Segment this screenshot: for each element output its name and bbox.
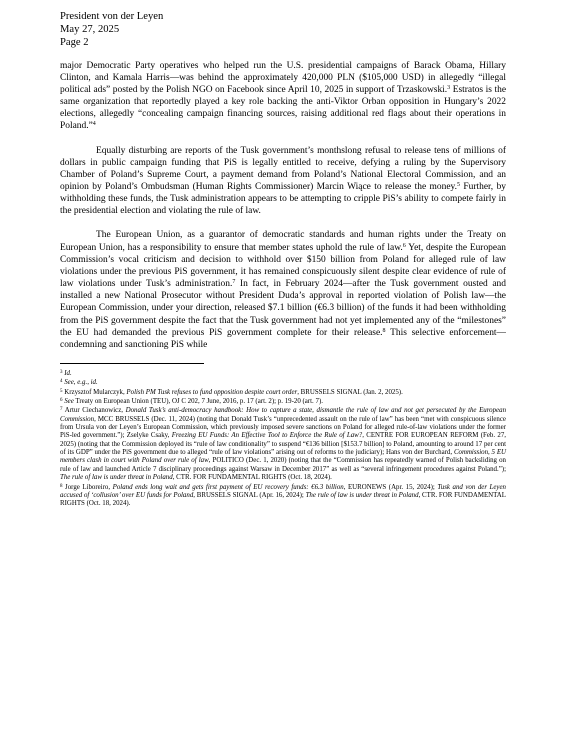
paragraph-text: Estratos is the same organization that reportedly played a key role backing the anti-Viktor Orban opposition in Hungary’s 2022 elections, allegedly “concealing campaign financing sources, raising additional red flags about their operations in Poland.” (60, 84, 507, 132)
footnotes (60, 369, 506, 509)
paragraph-text: In fact, in February 2024—after the Tusk government ousted and installed a new National Prosecutor without President Duda’s approval in reported violation of Polish law—the European Commission, under your direction, released $7.1 billion (€6.3 billion) of the funds it had been withholding from the PiS government despite the fact that the Tusk government had not yet implemented any of the “milestones” the EU had demanded the previous PiS government complete for their release. (60, 279, 506, 338)
footnote-text: Jorge Liboreiro, (65, 483, 113, 491)
footnote-ref-5: 5 (456, 182, 460, 189)
footnote-5 (60, 388, 506, 397)
footnote-8 (60, 483, 506, 509)
footnote-title: Donald Tusk’s anti-democracy handbook: How to capture a state, dismantle the rule of law and not get persecuted by the European Commission (60, 407, 507, 423)
footnote-4 (60, 378, 506, 387)
body-paragraph-2 (60, 145, 506, 218)
page-number-line: Page 2 (60, 37, 89, 49)
footnote-number: 3 (60, 370, 63, 376)
footnote-7 (60, 406, 506, 482)
footnote-number: 5 (60, 388, 63, 394)
footnote-text: , BRUSSELS SIGNAL (Apr. 16, 2024); (193, 491, 306, 499)
footnote-text: See, e.g., id. (64, 379, 98, 387)
footnote-divider (60, 363, 204, 364)
footnote-title: The rule of law is under threat in Poland (60, 474, 173, 482)
footnote-3 (60, 369, 506, 378)
body-paragraph-3 (60, 229, 506, 351)
footnote-title: The rule of law is under threat in Poland (305, 491, 419, 499)
paragraph-text: The European Union, as a guarantor of democratic standards and human rights under the Treaty on European Union, has a responsibility to ensure that member states uphold the rule of law. (60, 230, 506, 253)
footnote-title: Polish PM Tusk refuses to fund opposition despite court order (126, 388, 298, 396)
footnote-text: , EURONEWS (Apr. 15, 2024); (343, 483, 438, 491)
paragraph-text: Further, by withholding these funds, the Tusk administration appears to be attempting to cripple PiS’s ability to compete fairly in the presidential election and violating the rule of law. (60, 182, 507, 217)
footnote-title: Freezing EU Funds: An Effective Tool to Enforce the Rule of Law? (171, 432, 363, 440)
footnote-number: 6 (60, 398, 63, 404)
recipient-line: President von der Leyen (60, 11, 164, 22)
footnote-6 (60, 397, 506, 406)
body-paragraph-1 (60, 60, 506, 133)
footnote-text: , POLITICO (Dec. 1, 2020) (noting that the “Commission has repeatedly warned of Polish backsliding on rule of law and launched Article 7 disciplinary proceedings against Warsaw in December 2017” as well as “several infringement procedures against Poland.”); (60, 457, 506, 473)
footnote-text: Id. (64, 370, 72, 378)
footnote-author: Krzysztof Mularczyk, (64, 388, 127, 396)
footnote-text: , MCC BRUSSELS (Dec. 11, 2024) (noting that Donald Tusk’s “unprecedented assault on the rule of law” has been “met with conspicuous silence from Ursula von der Leyen’s European Commission, which previously imposed severe sanctions on Poland for alleged rule-of-law violations under the former PiS-led government.”); Zselyke Csaky, (60, 415, 506, 440)
footnote-source: , BRUSSELS SIGNAL (Jan. 2, 2025). (297, 388, 403, 396)
footnote-ref-7: 7 (232, 279, 236, 286)
footnote-title: Poland ends long wait and gets first payment of EU recovery funds: €6.3 billion (112, 483, 344, 491)
footnote-text: Artur Ciechanowicz, (64, 407, 126, 415)
footnote-title: Commission, 5 EU members clash in court with Poland over rule of law (60, 449, 507, 465)
paragraph-text: major Democratic Party operatives who helped run the U.S. presidential campaigns of Barack Obama, Hillary Clinton, and Kamala Harris—was behind the approximately 420,000 PLN ($105,000 USD) in allegedly “illegal political ads” posted by the Polish NGO on Facebook since April 10, 2025 in support of Trzaskowski. (60, 60, 506, 95)
footnote-number: 8 (60, 483, 63, 489)
paragraph-text: Equally disturbing are reports of the Tusk government’s monthslong refusal to release tens of millions of dollars in public campaign funding that PiS is legally entitled to receive, defying a ruling by the Supervisory Chamber of Poland’s Supreme Court, a payment demand from Poland’s National Electoral Commission, and an opinion by Poland’s Ombudsman (Human Rights Commissioner) Marcin Wiące to release the money. (60, 145, 506, 193)
footnote-number: 7 (60, 407, 63, 413)
footnote-text: Treaty on European Union (TEU), OJ C 202, 7 June, 2016, p. 17 (art. 2); p. 19-20 (art. 7). (73, 398, 323, 406)
footnote-ref-8: 8 (382, 327, 386, 334)
footnote-text: , CTR. FOR FUNDAMENTAL RIGHTS (Oct. 18, 2024). (172, 474, 332, 482)
footnote-ref-6: 6 (402, 242, 406, 249)
footnote-signal: See (64, 398, 74, 406)
footnote-number: 4 (60, 379, 63, 385)
paragraph-text: Yet, despite the European Commission’s vocal criticism and decision to withhold over $150 billion from Poland for alleged rule of law violations under the previous PiS government, it has remained conspicuously silent despite clear evidence of rule of law violations under Tusk’s administration. (60, 242, 506, 290)
footnote-title: Tusk and von der Leyen accused of ‘collusion’ over EU funds for Poland (60, 483, 506, 499)
footnote-text: , CTR. FOR FUNDAMENTAL RIGHTS (Oct. 18, 2024). (60, 491, 506, 508)
paragraph-text: This selective enforcement—condemning and sanctioning PiS while (60, 327, 506, 350)
letter-header (60, 10, 506, 50)
footnote-text: , CENTRE FOR EUROPEAN REFORM (Feb. 27, 2025) (noting that the Commission deployed its “rule of law conditionality” to suspend “€136 billion [$153.7 billion] to Poland, amounting to around 17 per cent of its GDP” under the PiS government due to alleged “rule of law violations” arising out of reforms to the judiciary); Hans von der Burchard, (60, 432, 506, 457)
footnote-ref-3: 3 (447, 84, 451, 91)
date-line: May 27, 2025 (60, 24, 120, 36)
footnote-ref-4: 4 (92, 121, 96, 128)
